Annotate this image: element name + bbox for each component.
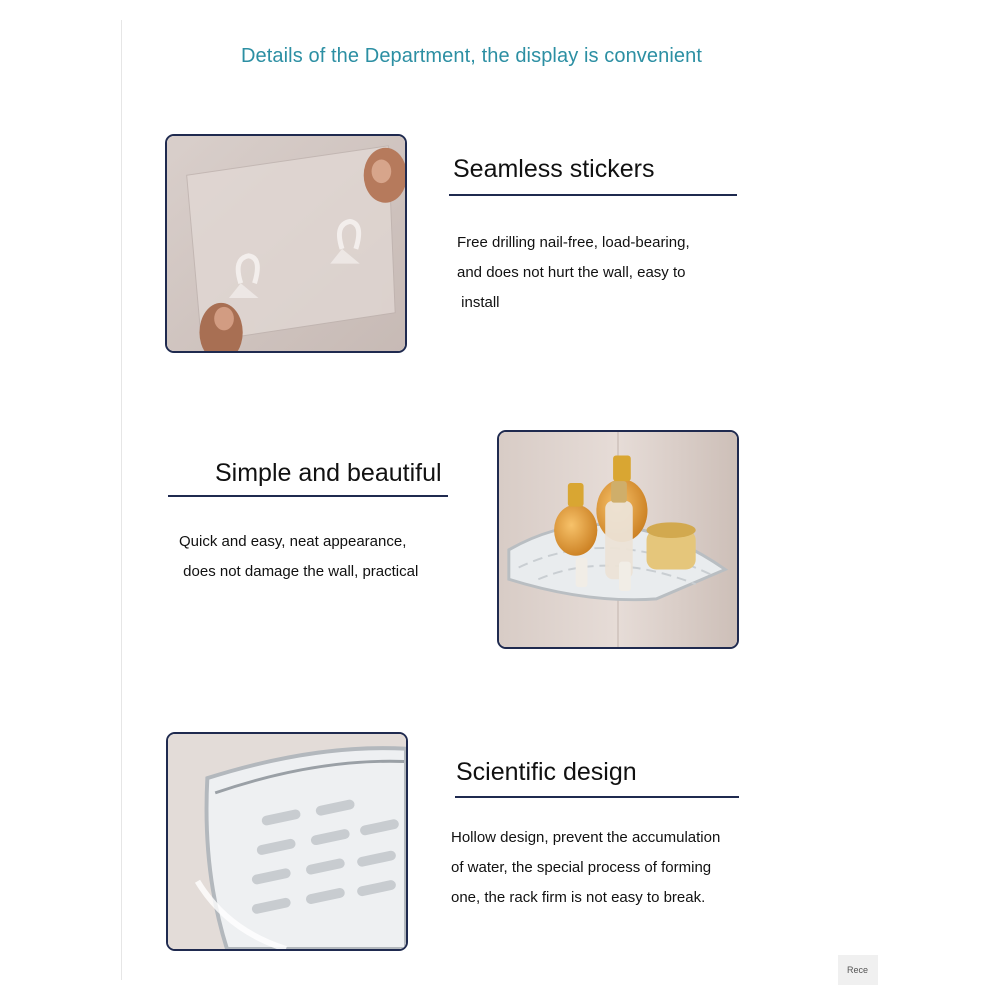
left-divider bbox=[121, 20, 122, 980]
description-line: one, the rack firm is not easy to break. bbox=[451, 889, 706, 906]
description-line: install bbox=[457, 294, 500, 311]
description-line: Quick and easy, neat appearance, bbox=[179, 533, 407, 550]
description-line: and does not hurt the wall, easy to bbox=[457, 264, 686, 281]
page-title: Details of the Department, the display is convenient bbox=[240, 45, 702, 67]
description-line: does not damage the wall, practical bbox=[179, 563, 419, 580]
section-heading-simple-and-beautiful: Simple and beautiful bbox=[215, 459, 442, 487]
section-description-simple-and-beautiful bbox=[179, 527, 418, 587]
heading-underline bbox=[168, 495, 448, 497]
description-line: Free drilling nail-free, load-bearing, bbox=[457, 234, 690, 251]
section-heading-seamless-stickers: Seamless stickers bbox=[453, 155, 655, 183]
description-line: of water, the special process of forming bbox=[451, 859, 712, 876]
heading-underline bbox=[455, 796, 739, 798]
section-description-seamless-stickers bbox=[457, 228, 690, 318]
description-line: Hollow design, prevent the accumulation bbox=[451, 829, 721, 846]
hollow-shelf-closeup-photo bbox=[166, 732, 408, 951]
recent-tag[interactable]: Rece bbox=[838, 955, 878, 985]
section-description-scientific-design bbox=[451, 823, 720, 913]
sticker-hook-photo bbox=[165, 134, 407, 353]
corner-shelf-bottles-photo bbox=[497, 430, 739, 649]
heading-underline bbox=[449, 194, 737, 196]
section-heading-scientific-design: Scientific design bbox=[456, 758, 637, 786]
